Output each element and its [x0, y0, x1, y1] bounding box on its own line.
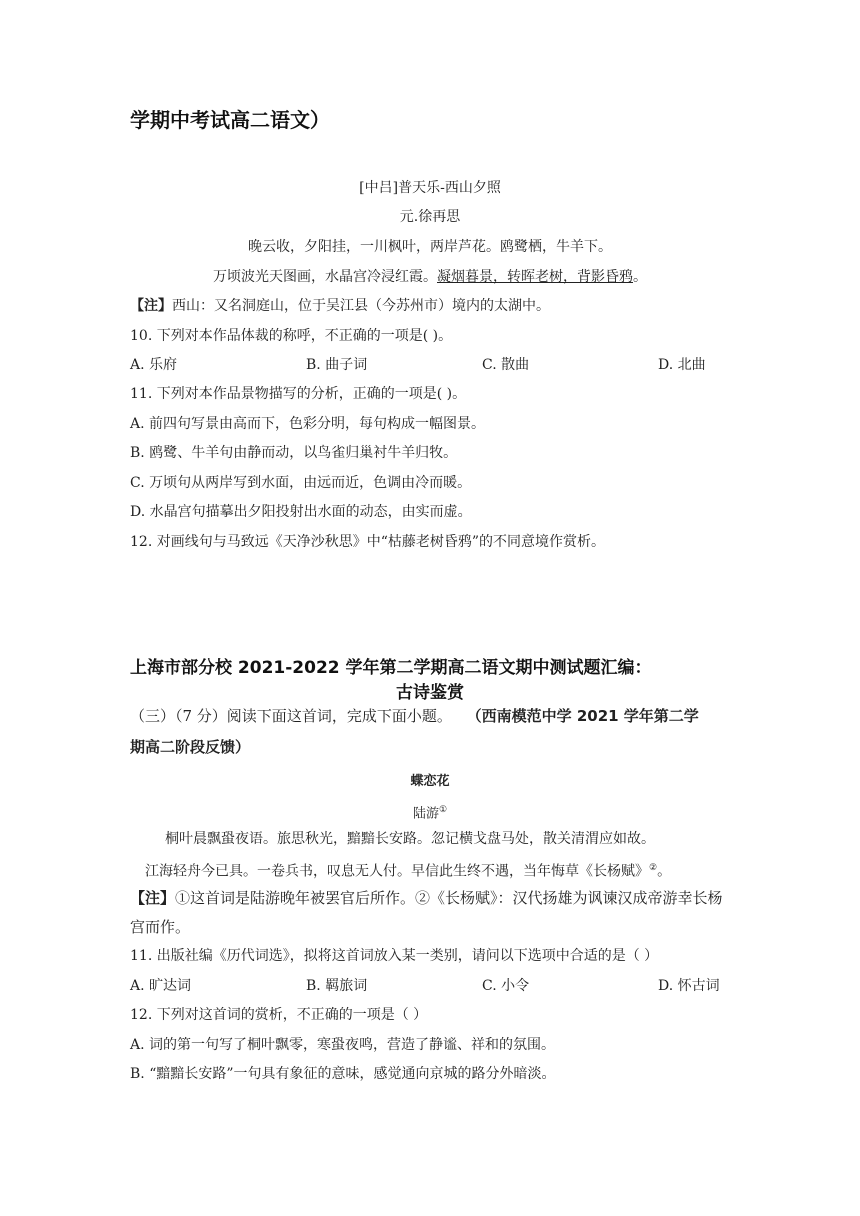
poem2-author-name: 陆游: [412, 806, 439, 822]
q11b-option-a: A. 旷达词: [130, 978, 192, 994]
q10-option-d: D. 北曲: [658, 357, 706, 373]
q10-option-a: A. 乐府: [130, 357, 178, 373]
note-label: 【注】: [130, 298, 172, 314]
poem-line-2-end: 。: [633, 269, 647, 285]
q11b-option-c: C. 小令: [482, 978, 530, 994]
note-text: 西山：又名洞庭山，位于吴江县（今苏州市）境内的太湖中。: [172, 298, 550, 314]
poem-line-2-plain: 万顷波光天图画，水晶宫冷浸红霞。: [213, 269, 437, 285]
poem-line-2: [130, 267, 730, 287]
document-title: 学期中考试高二语文）: [130, 108, 330, 132]
underlined-line: 凝烟暮景，转晖老树，背影昏鸦: [437, 269, 633, 285]
q12b-option-a: A. 词的第一句写了桐叶飘零，寒蛩夜鸣，营造了静谧、祥和的氛围。: [130, 1037, 556, 1053]
question-11: 11. 下列对本作品景物描写的分析，正确的一项是( )。: [130, 386, 467, 402]
q11b-option-d: D. 怀古词: [658, 978, 720, 994]
poem2-title: 蝶恋花: [410, 774, 450, 789]
question-12: 12. 对画线句与马致远《天净沙秋思》中“枯藤老树昏鸦”的不同意境作赏析。: [130, 534, 606, 550]
poem2-note-cont: 宫而作。: [130, 918, 191, 936]
poem2-note-text: ①这首词是陆游晚年被罢官后所作。②《长杨赋》：汉代扬雄为讽谏汉成帝游幸长杨: [175, 889, 723, 907]
q10-option-b: B. 曲子词: [306, 357, 368, 373]
section-title: 上海市部分校 2021-2022 学年第二学期高二语文期中测试题汇编：: [130, 658, 652, 678]
q12b-option-b: B. “黯黯长安路”一句具有象征的意味，感觉通向京城的路分外暗淡。: [130, 1066, 556, 1082]
q11b-option-b: B. 羁旅词: [306, 978, 368, 994]
poem2-line-2-text: 江海轻舟今已具。一卷兵书，叹息无人付。早信此生终不遇，当年悔草《长杨赋》: [145, 863, 649, 880]
question-10: 10. 下列对本作品体裁的称呼，不正确的一项是( )。: [130, 328, 453, 344]
section-subtitle: 古诗鉴赏: [396, 683, 464, 703]
poem2-author: [130, 800, 730, 824]
q11-option-b: B. 鸥鹭、牛羊句由静而动，以鸟雀归巢衬牛羊归牧。: [130, 445, 458, 461]
poem2-line-2-sup: ②: [649, 863, 658, 873]
q11-option-a: A. 前四句写景由高而下，色彩分明，每句构成一幅图景。: [130, 416, 486, 432]
question-11b: 11. 出版社编《历代词选》，拟将这首词放入某一类别，请问以下选项中合适的是（ ）: [130, 948, 659, 964]
poem2-line-2-end: 。: [657, 863, 672, 880]
intro-text: （三）（7 分）阅读下面这首词，完成下面小题。: [130, 707, 452, 725]
poem2-author-sup: ①: [438, 805, 448, 815]
intro-source: （西南模范中学 2021 学年第二学: [466, 707, 699, 725]
poem2-line-1: 桐叶晨飘蛩夜语。旅思秋光，黯黯长安路。忽记横戈盘马处，散关清渭应如故。: [165, 831, 655, 847]
poem-author: 元.徐再思: [399, 209, 461, 225]
poem-note: [130, 296, 550, 316]
q11-option-d: D. 水晶宫句描摹出夕阳投射出水面的动态，由实而虚。: [130, 504, 472, 520]
poem2-note: [130, 888, 723, 908]
poem2-note-label: 【注】: [130, 889, 176, 907]
poem-title: [中吕]普天乐-西山夕照: [359, 180, 501, 196]
q10-option-c: C. 散曲: [482, 357, 530, 373]
poem-line-1: 晚云收，夕阳挂，一川枫叶，两岸芦花。鸥鹭栖，牛羊下。: [248, 239, 612, 255]
intro-source-cont: 期高二阶段反馈）: [130, 738, 251, 756]
q11-option-c: C. 万顷句从两岸写到水面，由远而近，色调由冷而暖。: [130, 475, 472, 491]
poem2-line-2: [145, 858, 671, 882]
question-12b: 12. 下列对这首词的赏析，不正确的一项是（ ）: [130, 1007, 428, 1023]
section-intro: [130, 706, 699, 726]
